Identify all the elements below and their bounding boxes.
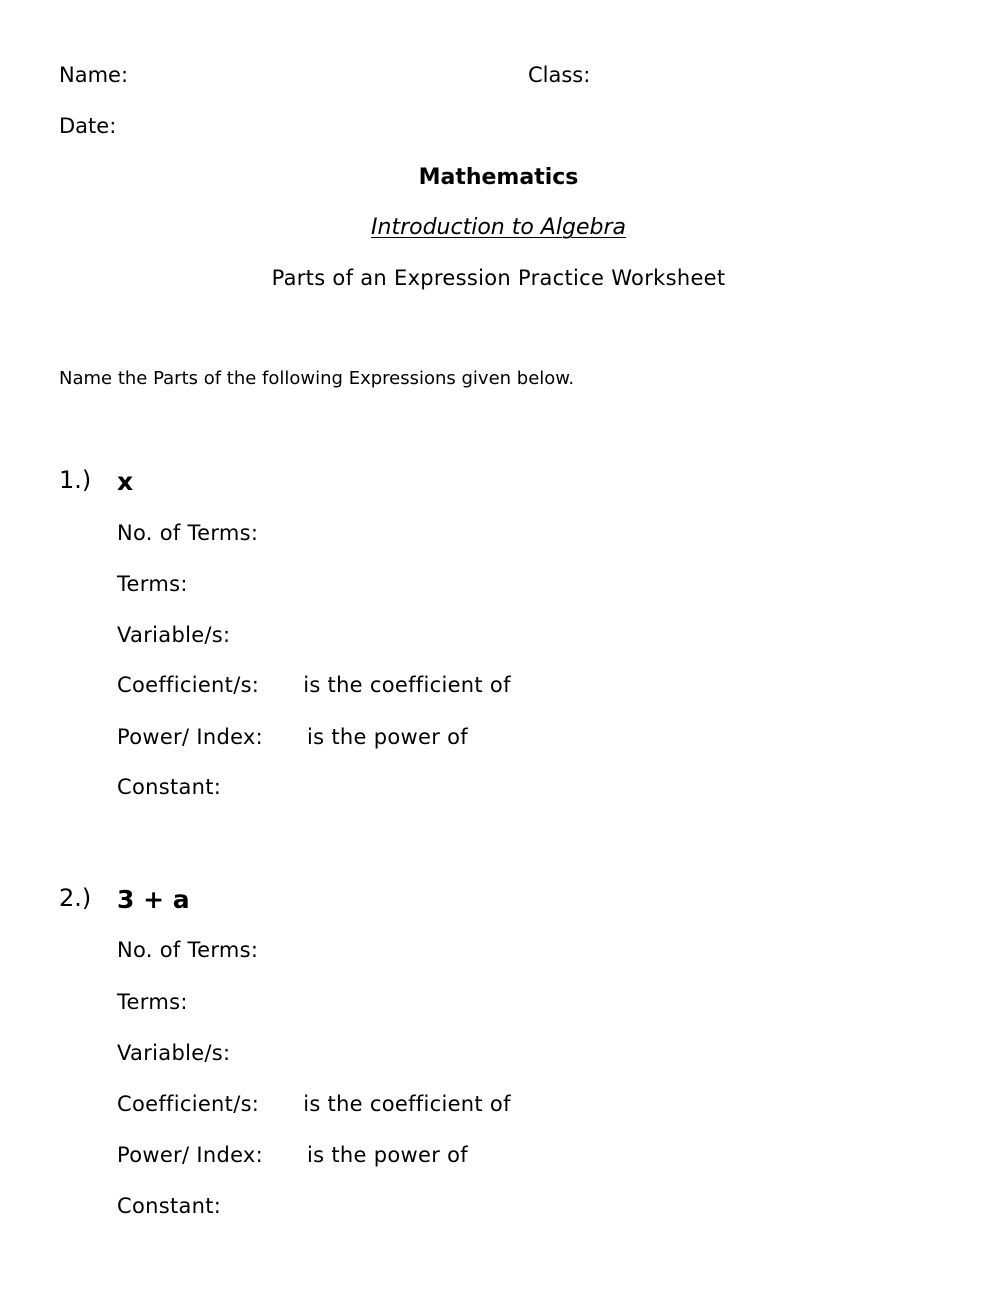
variables-label: Variable/s: — [117, 623, 231, 647]
coefficient-phrase: is the coefficient of — [303, 673, 511, 697]
power-phrase: is the power of — [307, 1143, 468, 1167]
class-label: Class: — [528, 63, 591, 87]
coefficient-phrase: is the coefficient of — [303, 1092, 511, 1116]
coefficients-label: Coefficient/s: — [117, 673, 260, 697]
date-label: Date: — [59, 114, 117, 138]
coefficients-row — [117, 675, 511, 696]
topic-title-text: Introduction to Algebra — [371, 215, 626, 240]
terms-label: Terms: — [117, 990, 188, 1014]
name-label: Name: — [59, 63, 129, 87]
power-row — [117, 1145, 468, 1166]
question-number: 2.) — [59, 884, 92, 912]
coefficients-label: Coefficient/s: — [117, 1092, 260, 1116]
coefficients-row — [117, 1094, 511, 1115]
topic-title — [0, 217, 997, 239]
power-phrase: is the power of — [307, 725, 468, 749]
variables-label: Variable/s: — [117, 1041, 231, 1065]
terms-count-label: No. of Terms: — [117, 938, 259, 962]
power-row — [117, 727, 468, 748]
instructions: Name the Parts of the following Expressions given below. — [59, 368, 575, 389]
terms-label: Terms: — [117, 572, 188, 596]
subject-title: Mathematics — [418, 165, 579, 190]
terms-count-label: No. of Terms: — [117, 521, 259, 545]
question-number: 1.) — [59, 466, 92, 494]
constant-label: Constant: — [117, 775, 222, 799]
power-label: Power/ Index: — [117, 1143, 264, 1167]
power-label: Power/ Index: — [117, 725, 264, 749]
question-expression: 3 + a — [117, 885, 190, 914]
worksheet-title: Parts of an Expression Practice Worksheet — [271, 266, 726, 290]
constant-label: Constant: — [117, 1194, 222, 1218]
question-expression: x — [117, 467, 134, 496]
